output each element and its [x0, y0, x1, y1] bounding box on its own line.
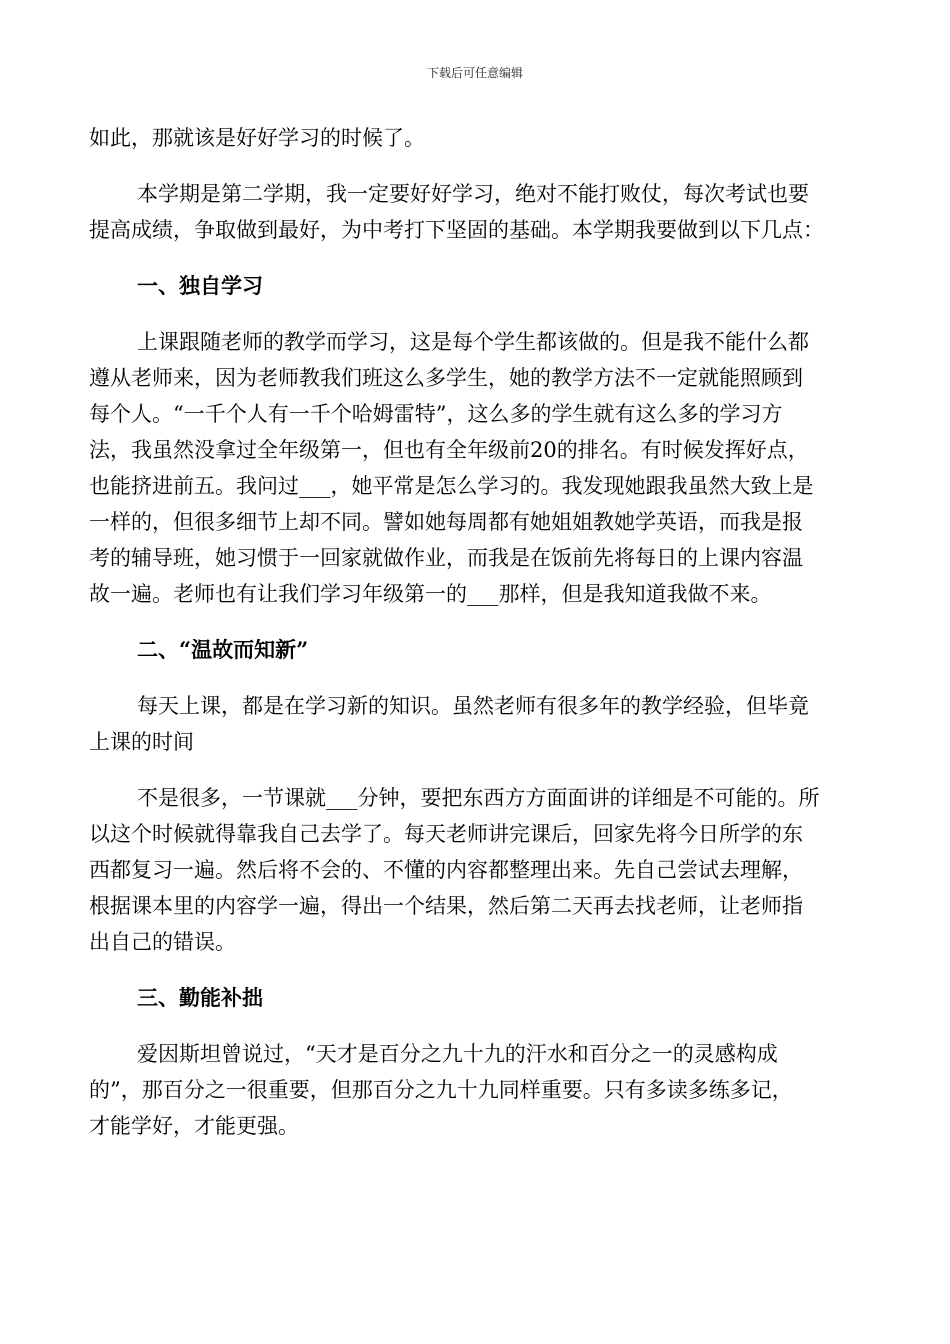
section-heading-1: 一、独自学习	[137, 273, 263, 298]
text-line: 上课的时间	[89, 730, 194, 754]
text-line: 遵从老师来，因为老师教我们班这么多学生，她的教学方法不一定就能照顾到	[89, 366, 803, 390]
text-line: 提高成绩，争取做到最好，为中考打下坚固的基础。本学期我要做到以下几点：	[89, 218, 824, 242]
text-line: 才能学好，才能更强。	[89, 1114, 299, 1138]
paragraph-1	[89, 176, 864, 248]
text-line: 考的辅导班，她习惯于一回家就做作业，而我是在饭前先将每日的上课内容温	[89, 546, 803, 570]
paragraph-3	[89, 688, 864, 760]
text-line: 以这个时候就得靠我自己去学了。每天老师讲完课后，回家先将今日所学的东	[89, 822, 803, 846]
text-line: 法，我虽然没拿过全年级第一，但也有全年级前20的排名。有时候发挥好点，	[89, 438, 809, 462]
text-line: 上课跟随老师的教学而学习，这是每个学生都该做的。但是我不能什么都	[137, 330, 809, 354]
section-heading-2: 二、“温故而知新”	[137, 637, 309, 662]
text-line: 一样的，但很多细节上却不同。譬如她每周都有她姐姐教她学英语，而我是报	[89, 510, 803, 534]
text-line: 每个人。“一千个人有一千个哈姆雷特”，这么多的学生就有这么多的学习方	[89, 402, 783, 426]
text-line: 爱因斯坦曾说过，“天才是百分之九十九的汗水和百分之一的灵感构成	[137, 1042, 778, 1066]
text-line: 如此，那就该是好好学习的时候了。	[89, 126, 425, 150]
text-line: 的”，那百分之一很重要，但那百分之九十九同样重要。只有多读多练多记，	[89, 1078, 793, 1102]
paragraph-0	[89, 120, 864, 156]
text-line: 每天上课，都是在学习新的知识。虽然老师有很多年的教学经验，但毕竟	[137, 694, 809, 718]
text-line: 不是很多，一节课就___分钟，要把东西方方面面讲的详细是不可能的。所	[137, 786, 820, 810]
paragraph-5	[89, 1036, 864, 1144]
text-line: 出自己的错误。	[89, 930, 236, 954]
text-line: 根据课本里的内容学一遍，得出一个结果，然后第二天再去找老师，让老师指	[89, 894, 803, 918]
text-line: 故一遍。老师也有让我们学习年级第一的___那样，但是我知道我做不来。	[89, 582, 772, 606]
text-line: 也能挤进前五。我问过___，她平常是怎么学习的。我发现她跟我虽然大致上是	[89, 474, 814, 498]
text-line: 西都复习一遍。然后将不会的、不懂的内容都整理出来。先自己尝试去理解，	[89, 858, 803, 882]
document-body	[89, 120, 864, 1144]
section-heading-3: 三、勤能补拙	[137, 985, 263, 1010]
paragraph-2	[89, 324, 864, 612]
paragraph-4	[89, 780, 864, 960]
page-header: 下载后可任意编辑	[426, 66, 523, 80]
text-line: 本学期是第二学期，我一定要好好学习，绝对不能打败仗，每次考试也要	[137, 182, 809, 206]
